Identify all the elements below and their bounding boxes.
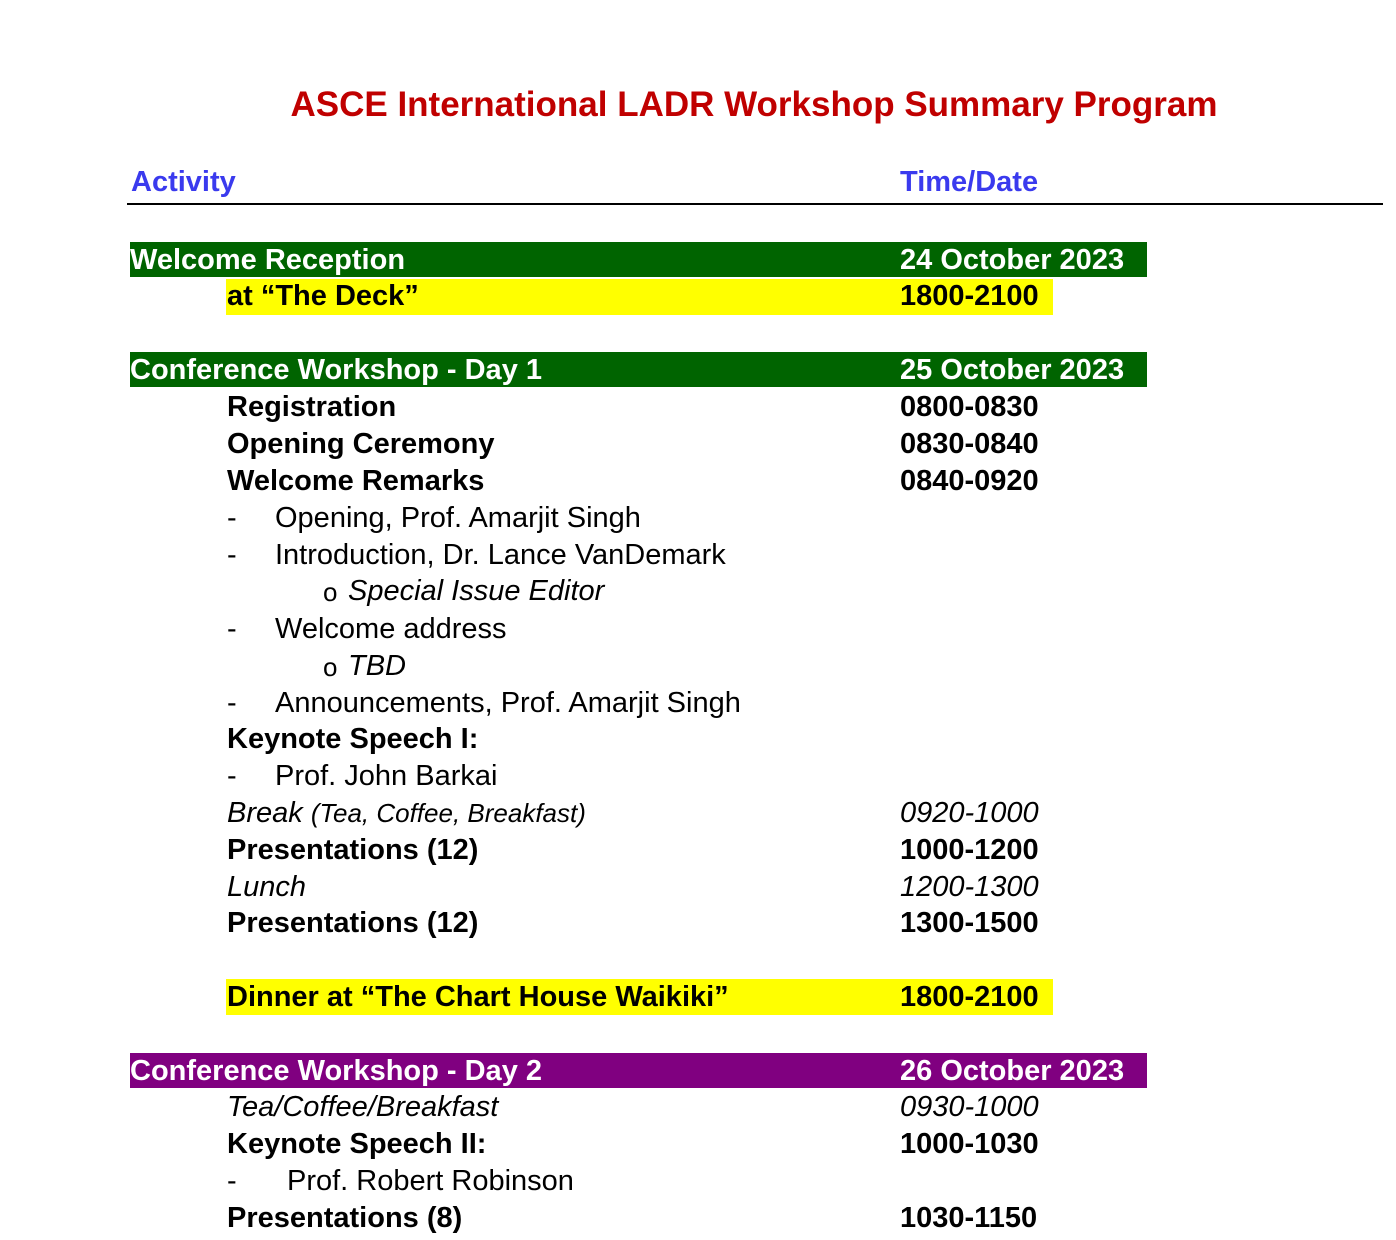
registration-time: 0800-0830 xyxy=(900,391,1039,423)
dinner-label: Dinner at “The Chart House Waikiki” xyxy=(227,981,729,1013)
presentations-1-label: Presentations (12) xyxy=(227,834,479,866)
section-date: 26 October 2023 xyxy=(900,1055,1125,1087)
reception-venue: at “The Deck” xyxy=(227,280,419,312)
break-label xyxy=(227,795,586,832)
list-bullet: - xyxy=(227,760,237,792)
keynote-2-speaker: Prof. Robert Robinson xyxy=(287,1165,574,1197)
presentations-day2-label: Presentations (8) xyxy=(227,1202,463,1234)
section-label: Conference Workshop - Day 1 xyxy=(130,354,543,386)
presentations-day2-time: 1030-1150 xyxy=(900,1202,1038,1234)
opening-ceremony-time: 0830-0840 xyxy=(900,428,1039,460)
sub-item-special-issue-editor: Special Issue Editor xyxy=(348,575,605,607)
break-main: Break xyxy=(227,797,303,829)
keynote-1-speaker: Prof. John Barkai xyxy=(275,760,498,792)
presentations-2-time: 1300-1500 xyxy=(900,907,1039,939)
time-date-column-header: Time/Date xyxy=(900,166,1039,198)
sub-list-bullet: o xyxy=(323,652,338,682)
list-item-introduction: Introduction, Dr. Lance VanDemark xyxy=(275,539,726,571)
list-item-welcome-address: Welcome address xyxy=(275,613,507,645)
list-bullet: - xyxy=(227,1165,237,1197)
presentations-1-time: 1000-1200 xyxy=(900,834,1039,866)
page-title: ASCE International LADR Workshop Summary Program xyxy=(290,85,1218,124)
section-label: Conference Workshop - Day 2 xyxy=(130,1055,543,1087)
keynote-2-label: Keynote Speech II: xyxy=(227,1128,487,1160)
section-date: 24 October 2023 xyxy=(900,244,1125,276)
sub-item-tbd: TBD xyxy=(348,650,406,682)
opening-ceremony-label: Opening Ceremony xyxy=(227,428,495,460)
welcome-remarks-time: 0840-0920 xyxy=(900,465,1039,497)
activity-column-header: Activity xyxy=(131,166,236,198)
keynote-2-time: 1000-1030 xyxy=(900,1128,1039,1160)
header-divider xyxy=(127,203,1383,205)
section-bar-welcome-reception xyxy=(130,242,1147,277)
list-item-announcements: Announcements, Prof. Amarjit Singh xyxy=(275,687,741,719)
section-label: Welcome Reception xyxy=(130,244,406,276)
dinner-time: 1800-2100 xyxy=(900,981,1039,1013)
reception-time: 1800-2100 xyxy=(900,280,1039,312)
list-bullet: - xyxy=(227,613,237,645)
lunch-time: 1200-1300 xyxy=(900,871,1039,903)
welcome-remarks-label: Welcome Remarks xyxy=(227,465,485,497)
presentations-2-label: Presentations (12) xyxy=(227,907,479,939)
sub-list-bullet: o xyxy=(323,577,338,607)
list-item-opening: Opening, Prof. Amarjit Singh xyxy=(275,502,641,534)
tea-time: 0930-1000 xyxy=(900,1091,1039,1123)
registration-label: Registration xyxy=(227,391,397,423)
break-time: 0920-1000 xyxy=(900,797,1039,829)
tea-label: Tea/Coffee/Breakfast xyxy=(227,1091,499,1123)
section-bar-day-1 xyxy=(130,352,1147,387)
keynote-1-label: Keynote Speech I: xyxy=(227,723,479,755)
list-bullet: - xyxy=(227,687,237,719)
list-bullet: - xyxy=(227,539,237,571)
section-date: 25 October 2023 xyxy=(900,354,1125,386)
break-detail: (Tea, Coffee, Breakfast) xyxy=(310,798,586,828)
lunch-label: Lunch xyxy=(227,871,307,903)
section-bar-day-2 xyxy=(130,1053,1147,1088)
list-bullet: - xyxy=(227,502,237,534)
